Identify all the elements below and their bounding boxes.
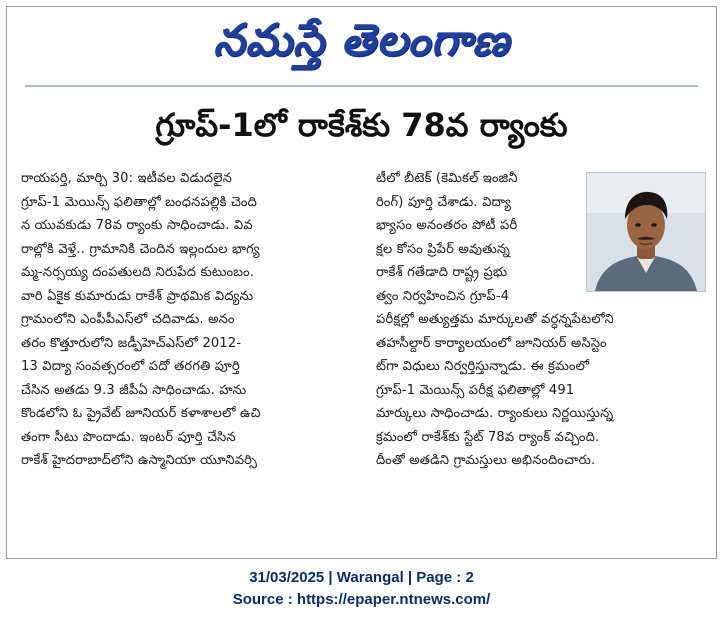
text-line: రాల్లోకి వెళ్తే.. గ్రామానికి చెందిన ఇల్లందుల భాగ్య: [21, 241, 260, 257]
text-line: రాయపర్తి, మార్చి 30: ఇటీవల విడుదలైన: [21, 171, 233, 186]
text-line: గ్రామంలోని ఎంపీపీఎస్‌లో చదివాడు. అనం: [21, 312, 235, 327]
text-line: చేసిన అతడు 9.3 జీపీఏ సాధించాడు. హను: [21, 382, 247, 398]
text-line: తంగా సీటు పొందాడు. ఇంటర్ పూర్తి చేసిన: [21, 429, 236, 445]
masthead-logo: నమస్తే తెలంగాణ: [213, 15, 510, 66]
text-line: తరం కొత్తూరులోని జడ్పీహెచ్ఎస్‌లో 2012-: [21, 335, 242, 351]
text-line: పరీక్షల్లో అత్యుత్తమ మార్కులతో వర్ధన్నపేటలోని: [376, 312, 614, 327]
article-column-left: [21, 167, 369, 473]
text-line: మ్మ-నర్సయ్య దంపతులది నిరుపేద కుటుంబం.: [21, 265, 255, 280]
text-line: కొండలోని ఓ ప్రైవేట్ జూనియర్ కళాశాలలో ఉచి: [21, 406, 261, 421]
text-line: దీంతో అతడిని గ్రామస్తులు అభినందించారు.: [376, 453, 596, 468]
text-line: టీలో బీటెక్ (కెమికల్ ఇంజినీ: [376, 171, 518, 186]
text-line: త్వం నిర్వహించిన గ్రూప్-4: [376, 288, 510, 304]
text-line: భ్యాసం అనంతరం పోటీ పరీ: [376, 218, 518, 233]
text-line: క్షల కోసం ప్రిపేర్ అవుతున్న: [376, 241, 511, 257]
text-line: వారి ఏకైక కుమారుడు రాకేశ్ ప్రాథమిక విద్యను: [21, 288, 254, 304]
text-line: గ్రూప్-1 మెయిన్స్ ఫలితాల్లో బంధనపల్లికి చెంది: [21, 194, 258, 210]
masthead-divider: [25, 85, 698, 87]
text-line: తహసీల్దార్ కార్యాలయంలో జూనియర్ అసిస్టెం: [376, 335, 607, 351]
text-line: గ్రూప్-1 మెయిన్స్ పరీక్ష ఫలితాల్లో 491: [376, 382, 575, 398]
text-line: రింగ్) పూర్తి చేశాడు. విద్యా: [376, 194, 512, 210]
text-line: 13 విద్యా సంవత్సరంలో పదో తరగతి పూర్తి: [21, 359, 240, 374]
text-line: మార్కులు సాధించాడు. ర్యాంకులు నిర్ణయిస్తున్న: [376, 406, 614, 421]
source-link[interactable]: Source : https://epaper.ntnews.com/: [232, 591, 491, 608]
text-line: న యువకుడు 78వ ర్యాంకు సాధించాడు. వివ: [21, 218, 253, 233]
portrait-photo: [586, 172, 706, 292]
date-edition-line: 31/03/2025 | Warangal | Page : 2: [249, 569, 474, 586]
article-headline: గ్రూప్-1లో రాకేశ్‌కు 78వ ర్యాంకు: [155, 106, 568, 144]
text-line: క్రమంలో రాకేశ్‌కు స్టేట్ 78వ ర్యాంక్ వచ్చింది.: [376, 429, 600, 445]
source-footer: [0, 567, 723, 611]
person-image: [587, 173, 705, 291]
text-line: రాకేశ్ హైదరాబాద్‌లోని ఉస్మానియా యూనివర్సి: [21, 453, 258, 468]
text-line: ట్‌గా విధులు నిర్వర్తిస్తున్నాడు. ఈ క్రమంలో: [376, 359, 590, 374]
text-line: రాకేశ్ గతేడాది రాష్ట్ర ప్రభు: [376, 265, 508, 280]
